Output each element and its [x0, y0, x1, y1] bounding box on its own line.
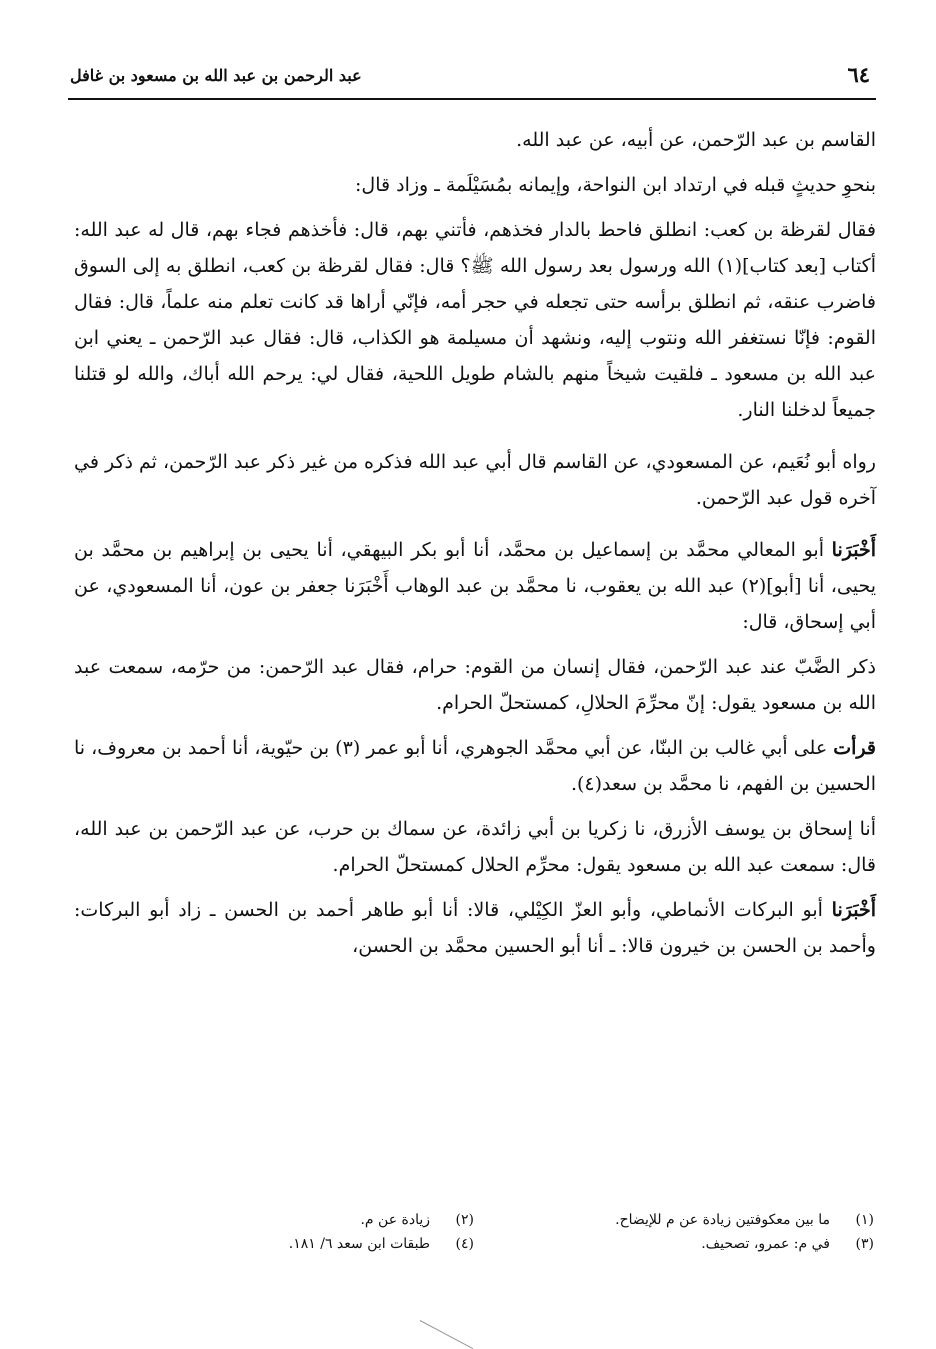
- paragraph: ذكر الضَّبّ عند عبد الرّحمن، فقال إنسان من القوم: حرام، فقال عبد الرّحمن: من حرّمه، سمعت عبد الله بن مسعود يقول: إنّ محرِّمَ الحلالِ، كمستحلّ الحرام.: [74, 656, 876, 714]
- footnote-number: (١): [855, 1212, 874, 1228]
- paragraph: بنحوِ حديثٍ قبله في ارتداد ابن النواحة، وإيمانه بمُسَيْلَمة ـ وزاد قال:: [355, 174, 876, 196]
- paragraph-text: على أبي غالب بن البنّا، عن أبي محمَّد الجوهري، أنا أبو عمر (٣) بن حيّوية، أنا أحمد بن معروف، نا الحسين بن الفهم، نا محمَّد بن سعد(٤).: [74, 737, 876, 795]
- main-text: [74, 122, 876, 973]
- paragraph: القاسم بن عبد الرّحمن، عن أبيه، عن عبد الله.: [516, 129, 876, 151]
- paragraph-lead-word: أَخْبَرَنا: [831, 539, 876, 561]
- footnote: [84, 1232, 474, 1256]
- running-title: عبد الرحمن بن عبد الله بن مسعود بن غافل: [70, 66, 362, 85]
- footnote-number: (٤): [455, 1236, 474, 1252]
- footnotes-column-right: [484, 1208, 874, 1256]
- paragraph: [74, 532, 876, 640]
- paragraph: فقال لقرظة بن كعب: انطلق فاحط بالدار فخذهم، فأتني بهم، قال: فأخذهم فجاء بهم، قال له عبد الله: أكتاب [بعد كتاب](١) الله ورسول بعد رسول الله ﷺ؟ قال: فقال لقرظة بن كعب، انطلق به إلى السوق فاضرب عنقه، ثم انطلق برأسه حتى تجعله في حجر أمه، فإنّي أراها قد كانت تعلم منه علماً، قال: فقال القوم: فإنّا نستغفر الله ونتوب إليه، ونشهد أن مسيلمة هو الكذاب، قال: فقال عبد الرّحمن ـ يعني ابن عبد الله بن مسعود ـ فلقيت شيخاً منهم بالشام طويل اللحية، فقال لي: يرحم الله أباك، والله لو قتلنا جميعاً لدخلنا النار.: [74, 219, 877, 421]
- footnote: [484, 1208, 874, 1232]
- paragraph: أنا إسحاق بن يوسف الأزرق، نا زكريا بن أبي زائدة، عن سماك بن حرب، عن عبد الرّحمن بن عبد الله، قال: سمعت عبد الله بن مسعود يقول: محرِّم الحلال كمستحلّ الحرام.: [74, 818, 876, 876]
- paragraph-lead-word: قرأت: [833, 737, 876, 759]
- footnote: [484, 1232, 874, 1256]
- footnote-number: (٣): [855, 1236, 874, 1252]
- footnote: [84, 1208, 474, 1232]
- footnotes-column-left: [84, 1208, 474, 1256]
- footnotes: [74, 1208, 874, 1268]
- paragraph-lead-word: أَخْبَرَنا: [831, 899, 876, 921]
- paragraph-text: أبو المعالي محمَّد بن إسماعيل بن محمَّد، أنا أبو بكر البيهقي، أنا يحيى بن إبراهيم بن محمَّد بن يحيى، أنا [أبو](٢) عبد الله بن يعقوب، نا محمَّد بن عبد الوهاب أَخْبَرَنا جعفر بن عون، أنا المسعودي، عن أبي إسحاق، قال:: [74, 539, 876, 633]
- paragraph-text: أبو البركات الأنماطي، وأبو العزّ الكِيْلي، قالا: أنا أبو طاهر أحمد بن الحسن ـ زاد أبو البركات: وأحمد بن الحسن بن خيرون قالا: ـ أنا أبو الحسين محمَّد بن الحسن،: [74, 899, 876, 957]
- paragraph: [74, 892, 876, 964]
- scan-artifact-line: [420, 1320, 473, 1349]
- footnote-text: زيادة عن م.: [360, 1212, 430, 1228]
- footnote-text: في م: عمرو، تصحيف.: [701, 1236, 830, 1252]
- page-number: ٦٤: [847, 62, 870, 87]
- footnote-number: (٢): [455, 1212, 474, 1228]
- paragraph: [74, 730, 876, 802]
- paragraph: رواه أبو نُعَيم، عن المسعودي، عن القاسم قال أبي عبد الله فذكره من غير ذكر عبد الرّحمن، ثم ذكر في آخره قول عبد الرّحمن.: [74, 451, 876, 509]
- page-header: [68, 58, 876, 100]
- footnote-text: ما بين معكوفتين زيادة عن م للإيضاح.: [615, 1212, 830, 1228]
- footnote-text: طبقات ابن سعد ٦/ ١٨١.: [288, 1236, 430, 1252]
